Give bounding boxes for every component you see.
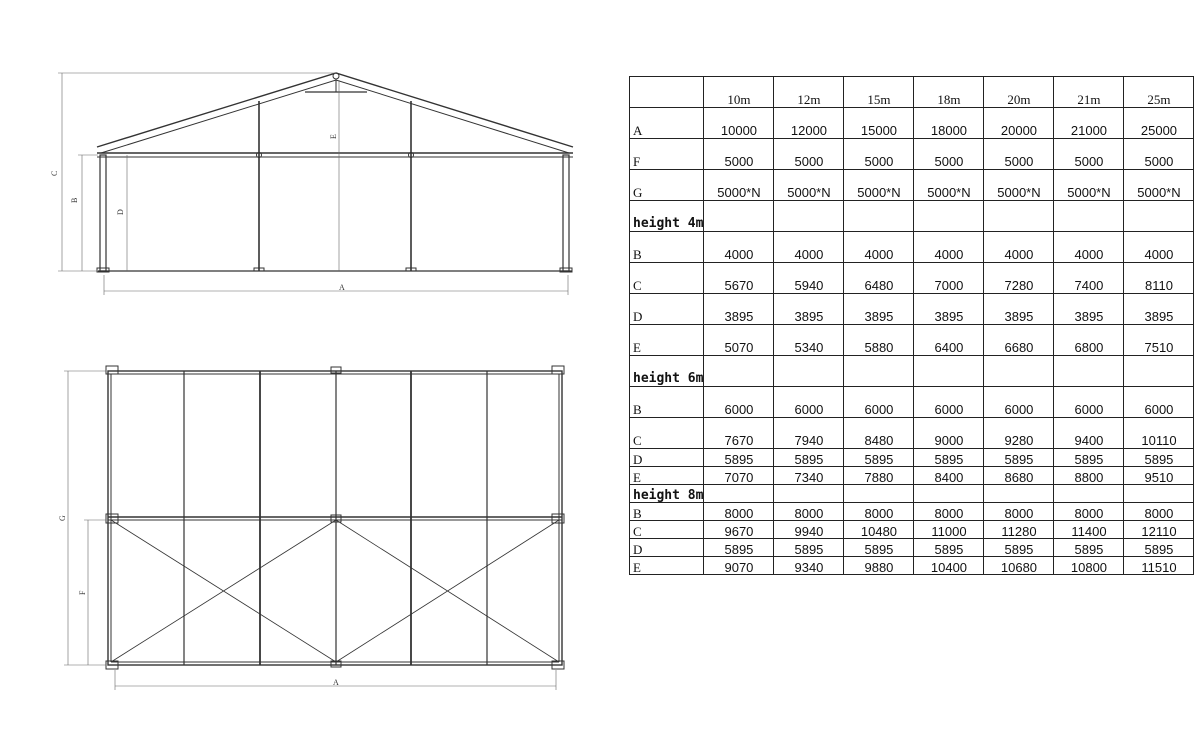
dim-label-c: C (50, 170, 59, 176)
section-title-row (630, 201, 1194, 232)
spec-row (630, 325, 1194, 356)
value-cell (984, 356, 1054, 387)
value-cell: 5895 (704, 449, 774, 467)
value-cell: 6400 (914, 325, 984, 356)
value-cell (844, 201, 914, 232)
spec-row (630, 521, 1194, 539)
value-cell: 11280 (984, 521, 1054, 539)
row-label-cell: B (630, 232, 704, 263)
value-cell: 5000 (1054, 139, 1124, 170)
row-label-cell: D (630, 539, 704, 557)
value-cell: 5895 (704, 539, 774, 557)
value-cell: 7000 (914, 263, 984, 294)
value-cell: 10800 (1054, 557, 1124, 575)
value-cell: 9070 (704, 557, 774, 575)
value-cell (914, 485, 984, 503)
value-cell: 4000 (984, 232, 1054, 263)
value-cell: 10110 (1124, 418, 1194, 449)
value-cell: 6000 (704, 387, 774, 418)
section-title-cell: height 6m (630, 356, 704, 387)
value-cell: 21000 (1054, 108, 1124, 139)
spec-row (630, 557, 1194, 575)
value-cell: 5000*N (1124, 170, 1194, 201)
value-cell: 3895 (984, 294, 1054, 325)
value-cell: 11000 (914, 521, 984, 539)
value-cell: 5000 (984, 139, 1054, 170)
value-cell: 5940 (774, 263, 844, 294)
dim-label-a: A (339, 283, 345, 292)
value-cell (774, 485, 844, 503)
value-cell: 4000 (704, 232, 774, 263)
plan-label-f: F (78, 590, 87, 595)
value-cell: 9880 (844, 557, 914, 575)
row-label-cell: C (630, 521, 704, 539)
value-cell: 11400 (1054, 521, 1124, 539)
value-cell: 11510 (1124, 557, 1194, 575)
value-cell (1054, 356, 1124, 387)
row-label-cell: C (630, 263, 704, 294)
value-cell (774, 356, 844, 387)
value-cell: 5895 (774, 539, 844, 557)
value-cell: 6000 (844, 387, 914, 418)
value-cell (1054, 485, 1124, 503)
right-column (563, 155, 569, 271)
value-cell: 5000*N (984, 170, 1054, 201)
value-cell: 3895 (774, 294, 844, 325)
plan-label-a: A (333, 678, 339, 687)
plan-view (106, 366, 564, 669)
value-cell (1124, 485, 1194, 503)
value-cell: 9510 (1124, 467, 1194, 485)
row-label-cell: F (630, 139, 704, 170)
span-header-cell: 25m (1124, 77, 1194, 108)
spec-row (630, 449, 1194, 467)
spec-row (630, 503, 1194, 521)
value-cell: 8000 (844, 503, 914, 521)
spec-row (630, 232, 1194, 263)
value-cell: 6800 (1054, 325, 1124, 356)
value-cell: 6000 (984, 387, 1054, 418)
row-label-cell: E (630, 325, 704, 356)
value-cell: 3895 (704, 294, 774, 325)
plan-dimension-labels (58, 515, 339, 687)
value-cell: 8680 (984, 467, 1054, 485)
value-cell: 5895 (914, 449, 984, 467)
value-cell: 6480 (844, 263, 914, 294)
left-column (100, 155, 106, 271)
value-cell: 7670 (704, 418, 774, 449)
value-cell: 7400 (1054, 263, 1124, 294)
value-cell: 9400 (1054, 418, 1124, 449)
value-cell: 5895 (774, 449, 844, 467)
value-cell: 6000 (914, 387, 984, 418)
value-cell: 5895 (1054, 539, 1124, 557)
value-cell: 9000 (914, 418, 984, 449)
row-label-cell: G (630, 170, 704, 201)
value-cell: 7070 (704, 467, 774, 485)
value-cell: 8000 (914, 503, 984, 521)
elevation-dimension-labels (50, 134, 345, 292)
value-cell: 5000 (844, 139, 914, 170)
value-cell: 5000*N (844, 170, 914, 201)
value-cell: 5000*N (774, 170, 844, 201)
value-cell: 5000*N (914, 170, 984, 201)
section-title-row (630, 485, 1194, 503)
value-cell: 8000 (774, 503, 844, 521)
value-cell: 5000 (914, 139, 984, 170)
value-cell: 18000 (914, 108, 984, 139)
value-cell: 6000 (1054, 387, 1124, 418)
value-cell: 5000*N (704, 170, 774, 201)
span-header-cell: 18m (914, 77, 984, 108)
value-cell: 5340 (774, 325, 844, 356)
value-cell: 8000 (984, 503, 1054, 521)
row-label-cell: B (630, 387, 704, 418)
dim-label-d: D (116, 209, 125, 215)
roof-rafter-inner (101, 80, 569, 153)
value-cell (704, 201, 774, 232)
value-cell: 10680 (984, 557, 1054, 575)
value-cell: 5670 (704, 263, 774, 294)
spec-table-body (630, 77, 1194, 575)
span-header-row (630, 77, 1194, 108)
dimension-spec-table (629, 76, 1194, 575)
section-title-cell: height 8m (630, 485, 704, 503)
value-cell (914, 201, 984, 232)
value-cell: 3895 (914, 294, 984, 325)
span-header-cell: 21m (1054, 77, 1124, 108)
value-cell (984, 485, 1054, 503)
value-cell: 8800 (1054, 467, 1124, 485)
value-cell (774, 201, 844, 232)
dim-label-e: E (329, 134, 338, 139)
section-title-cell: height 4m (630, 201, 704, 232)
value-cell: 20000 (984, 108, 1054, 139)
value-cell (704, 356, 774, 387)
spec-row (630, 387, 1194, 418)
value-cell: 5895 (984, 539, 1054, 557)
value-cell (844, 356, 914, 387)
value-cell (984, 201, 1054, 232)
value-cell (1124, 356, 1194, 387)
value-cell: 7510 (1124, 325, 1194, 356)
spec-row (630, 539, 1194, 557)
value-cell: 7340 (774, 467, 844, 485)
plan-label-g: G (58, 515, 67, 521)
general-row (630, 139, 1194, 170)
section-title-row (630, 356, 1194, 387)
value-cell: 3895 (1124, 294, 1194, 325)
value-cell (1054, 201, 1124, 232)
span-header-cell: 20m (984, 77, 1054, 108)
value-cell: 4000 (1054, 232, 1124, 263)
value-cell: 5000 (774, 139, 844, 170)
value-cell: 10480 (844, 521, 914, 539)
value-cell: 3895 (844, 294, 914, 325)
value-cell: 6680 (984, 325, 1054, 356)
value-cell: 5070 (704, 325, 774, 356)
row-label-cell: C (630, 418, 704, 449)
value-cell: 15000 (844, 108, 914, 139)
value-cell (1124, 201, 1194, 232)
value-cell: 9940 (774, 521, 844, 539)
value-cell: 5895 (1054, 449, 1124, 467)
value-cell: 5895 (1124, 449, 1194, 467)
span-header-cell: 12m (774, 77, 844, 108)
value-cell: 10400 (914, 557, 984, 575)
value-cell (914, 356, 984, 387)
value-cell: 8110 (1124, 263, 1194, 294)
general-row (630, 108, 1194, 139)
value-cell: 3895 (1054, 294, 1124, 325)
spec-row (630, 418, 1194, 449)
value-cell: 12110 (1124, 521, 1194, 539)
value-cell: 4000 (914, 232, 984, 263)
dim-label-b: B (70, 197, 79, 203)
row-label-cell: D (630, 294, 704, 325)
value-cell: 4000 (844, 232, 914, 263)
general-row (630, 170, 1194, 201)
value-cell: 5895 (844, 539, 914, 557)
value-cell: 5000 (1124, 139, 1194, 170)
value-cell: 12000 (774, 108, 844, 139)
value-cell: 8400 (914, 467, 984, 485)
value-cell (704, 485, 774, 503)
plan-dimensions (64, 371, 556, 690)
row-label-cell: E (630, 467, 704, 485)
header-corner-cell (630, 77, 704, 108)
spec-row (630, 263, 1194, 294)
value-cell: 10000 (704, 108, 774, 139)
value-cell: 5895 (914, 539, 984, 557)
elevation-dimensions (58, 73, 568, 295)
value-cell: 9280 (984, 418, 1054, 449)
value-cell: 7940 (774, 418, 844, 449)
value-cell: 5895 (984, 449, 1054, 467)
row-label-cell: E (630, 557, 704, 575)
value-cell: 8000 (1054, 503, 1124, 521)
value-cell: 8000 (1124, 503, 1194, 521)
value-cell: 4000 (774, 232, 844, 263)
spec-row (630, 467, 1194, 485)
value-cell: 5000 (704, 139, 774, 170)
span-header-cell: 10m (704, 77, 774, 108)
span-header-cell: 15m (844, 77, 914, 108)
value-cell: 5895 (844, 449, 914, 467)
value-cell: 6000 (1124, 387, 1194, 418)
value-cell: 25000 (1124, 108, 1194, 139)
value-cell: 6000 (774, 387, 844, 418)
value-cell: 8000 (704, 503, 774, 521)
value-cell: 5880 (844, 325, 914, 356)
value-cell: 5895 (1124, 539, 1194, 557)
row-label-cell: A (630, 108, 704, 139)
value-cell: 9340 (774, 557, 844, 575)
value-cell: 8480 (844, 418, 914, 449)
value-cell (844, 485, 914, 503)
row-label-cell: D (630, 449, 704, 467)
value-cell: 7280 (984, 263, 1054, 294)
value-cell: 7880 (844, 467, 914, 485)
value-cell: 9670 (704, 521, 774, 539)
spec-row (630, 294, 1194, 325)
value-cell: 5000*N (1054, 170, 1124, 201)
row-label-cell: B (630, 503, 704, 521)
value-cell: 4000 (1124, 232, 1194, 263)
front-elevation (97, 73, 573, 272)
